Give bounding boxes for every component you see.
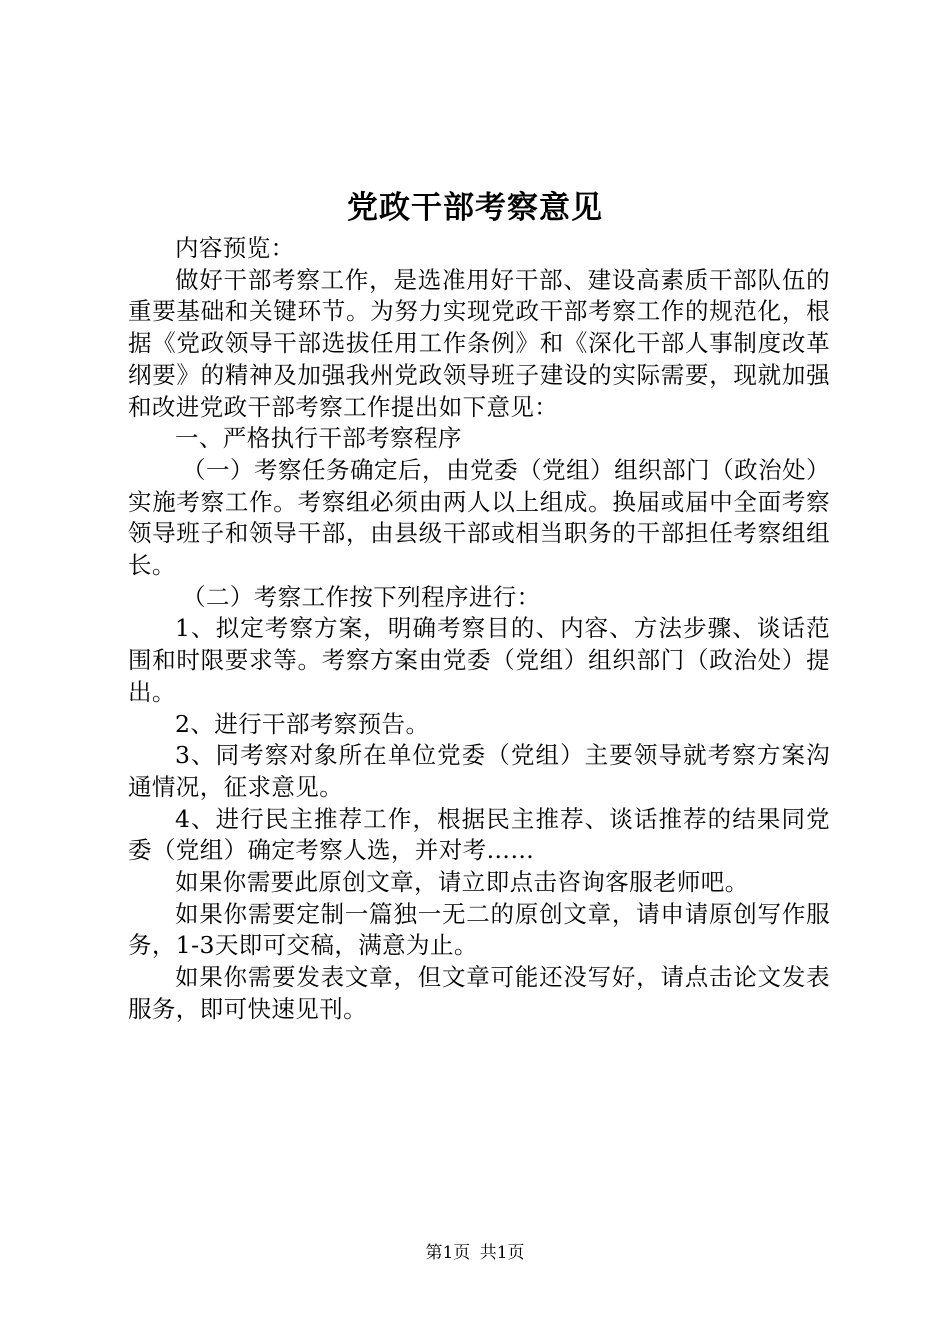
- procedure-item-4: 4、进行民主推荐工作，根据民主推荐、谈话推荐的结果同党委（党组）确定考察人选，并对考……: [128, 804, 830, 865]
- subsection-paragraph-1: （一）考察任务确定后，由党委（党组）组织部门（政治处）实施考察工作。考察组必须由两人以上组成。换届或届中全面考察领导班子和领导干部，由县级干部或相当职务的干部担任考察组组长。: [128, 455, 830, 580]
- document-body: [128, 233, 830, 1026]
- section-heading: 一、严格执行干部考察程序: [175, 424, 462, 453]
- procedure-item-3: 3、同考察对象所在单位党委（党组）主要领导就考察方案沟通情况，征求意见。: [128, 741, 830, 801]
- service-note-2: 如果你需要定制一篇独一无二的原创文章，请申请原创写作服务，1-3天即可交稿，满意为止。: [128, 899, 830, 960]
- procedure-item-1: 1、拟定考察方案，明确考察目的、内容、方法步骤、谈话范围和时限要求等。考察方案由党委（党组）组织部门（政治处）提出。: [128, 614, 830, 706]
- service-note-1: 如果你需要此原创文章，请立即点击咨询客服老师吧。: [175, 868, 749, 897]
- page-total: 共1页: [479, 1243, 525, 1263]
- procedure-item-2: 2、进行干部考察预告。: [175, 709, 430, 738]
- preview-label: 内容预览：: [175, 234, 295, 262]
- page-footer: [0, 1241, 950, 1265]
- subsection-paragraph-2: （二）考察工作按下列程序进行：: [182, 582, 541, 611]
- service-note-3: 如果你需要发表文章，但文章可能还没写好，请点击论文发表服务，即可快速见刊。: [128, 963, 830, 1023]
- document-title: 党政干部考察意见: [347, 190, 603, 226]
- page-number: 第1页: [425, 1243, 471, 1263]
- intro-paragraph: 做好干部考察工作，是选准用好干部、建设高素质干部队伍的重要基础和关键环节。为努力实现党政干部考察工作的规范化，根据《党政领导干部选拔任用工作条例》和《深化干部人事制度改革纲要》的精神及加强我州党政领导班子建设的实际需要，现就加强和改进党政干部考察工作提出如下意见：: [128, 265, 830, 421]
